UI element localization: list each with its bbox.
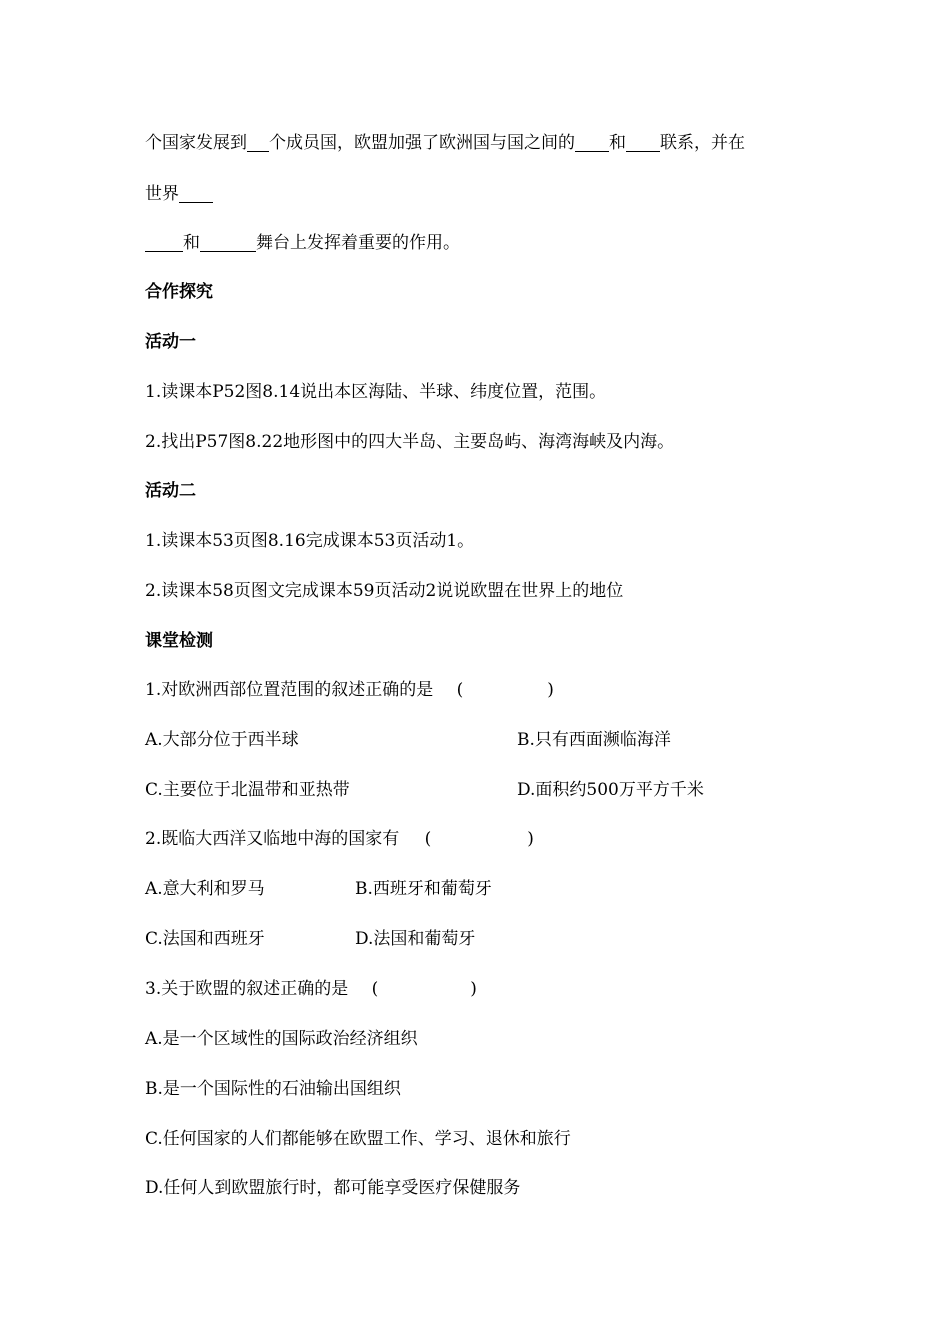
intro-text: 和 — [609, 133, 626, 153]
option-b[interactable]: B.只有西面濒临海洋 — [517, 730, 671, 750]
option-c[interactable]: C.主要位于北温带和亚热带 — [145, 780, 350, 800]
section-heading: 课堂检测 — [145, 631, 213, 651]
activity-item: 1.读课本P52图8.14说出本区海陆、半球、纬度位置，范围。 — [145, 382, 607, 402]
option-a[interactable]: A.大部分位于西半球 — [145, 730, 299, 750]
answer-blank[interactable] — [179, 185, 213, 203]
paren-close: ) — [547, 680, 554, 700]
intro-text: 联系，并在 — [660, 133, 745, 153]
intro-text: 个成员国，欧盟加强了欧洲国与国之间的 — [269, 133, 575, 153]
intro-line-2 — [145, 185, 213, 203]
activity-heading: 活动一 — [145, 332, 196, 352]
answer-blank[interactable] — [200, 234, 256, 252]
intro-line-3 — [145, 234, 460, 252]
answer-blank[interactable] — [247, 134, 269, 152]
question-stem — [145, 981, 477, 998]
option-a[interactable]: A.是一个区域性的国际政治经济组织 — [145, 1029, 418, 1049]
answer-blank[interactable] — [145, 234, 183, 252]
question-text: 2.既临大西洋又临地中海的国家有 — [145, 829, 400, 849]
option-d[interactable]: D.法国和葡萄牙 — [355, 929, 476, 949]
option-a[interactable]: A.意大利和罗马 — [145, 879, 265, 899]
activity-heading: 活动二 — [145, 481, 196, 501]
option-b[interactable]: B.西班牙和葡萄牙 — [355, 879, 492, 899]
option-b[interactable]: B.是一个国际性的石油输出国组织 — [145, 1079, 401, 1099]
intro-text: 和 — [183, 233, 200, 253]
question-stem — [145, 831, 534, 848]
activity-item: 1.读课本53页图8.16完成课本53页活动1。 — [145, 531, 475, 551]
intro-text: 舞台上发挥着重要的作用。 — [256, 233, 460, 253]
paren-open: ( — [456, 680, 464, 700]
option-d[interactable]: D.任何人到欧盟旅行时，都可能享受医疗保健服务 — [145, 1178, 521, 1198]
paren-open: ( — [424, 829, 432, 849]
question-text: 3.关于欧盟的叙述正确的是 — [145, 979, 349, 999]
intro-line-1 — [145, 134, 745, 152]
answer-blank[interactable] — [626, 134, 660, 152]
question-stem — [145, 682, 554, 699]
activity-item: 2.找出P57图8.22地形图中的四大半岛、主要岛屿、海湾海峡及内海。 — [145, 432, 675, 452]
paren-close: ) — [527, 829, 534, 849]
option-c[interactable]: C.任何国家的人们都能够在欧盟工作、学习、退休和旅行 — [145, 1129, 571, 1149]
option-c[interactable]: C.法国和西班牙 — [145, 929, 265, 949]
answer-blank[interactable] — [575, 134, 609, 152]
option-d[interactable]: D.面积约500万平方千米 — [517, 780, 704, 800]
activity-item: 2.读课本58页图文完成课本59页活动2说说欧盟在世界上的地位 — [145, 581, 624, 601]
intro-text: 世界 — [145, 184, 179, 204]
paren-open: ( — [371, 979, 379, 999]
section-heading: 合作探究 — [145, 282, 213, 302]
question-text: 1.对欧洲西部位置范围的叙述正确的是 — [145, 680, 434, 700]
intro-text: 个国家发展到 — [145, 133, 247, 153]
paren-close: ) — [470, 979, 477, 999]
